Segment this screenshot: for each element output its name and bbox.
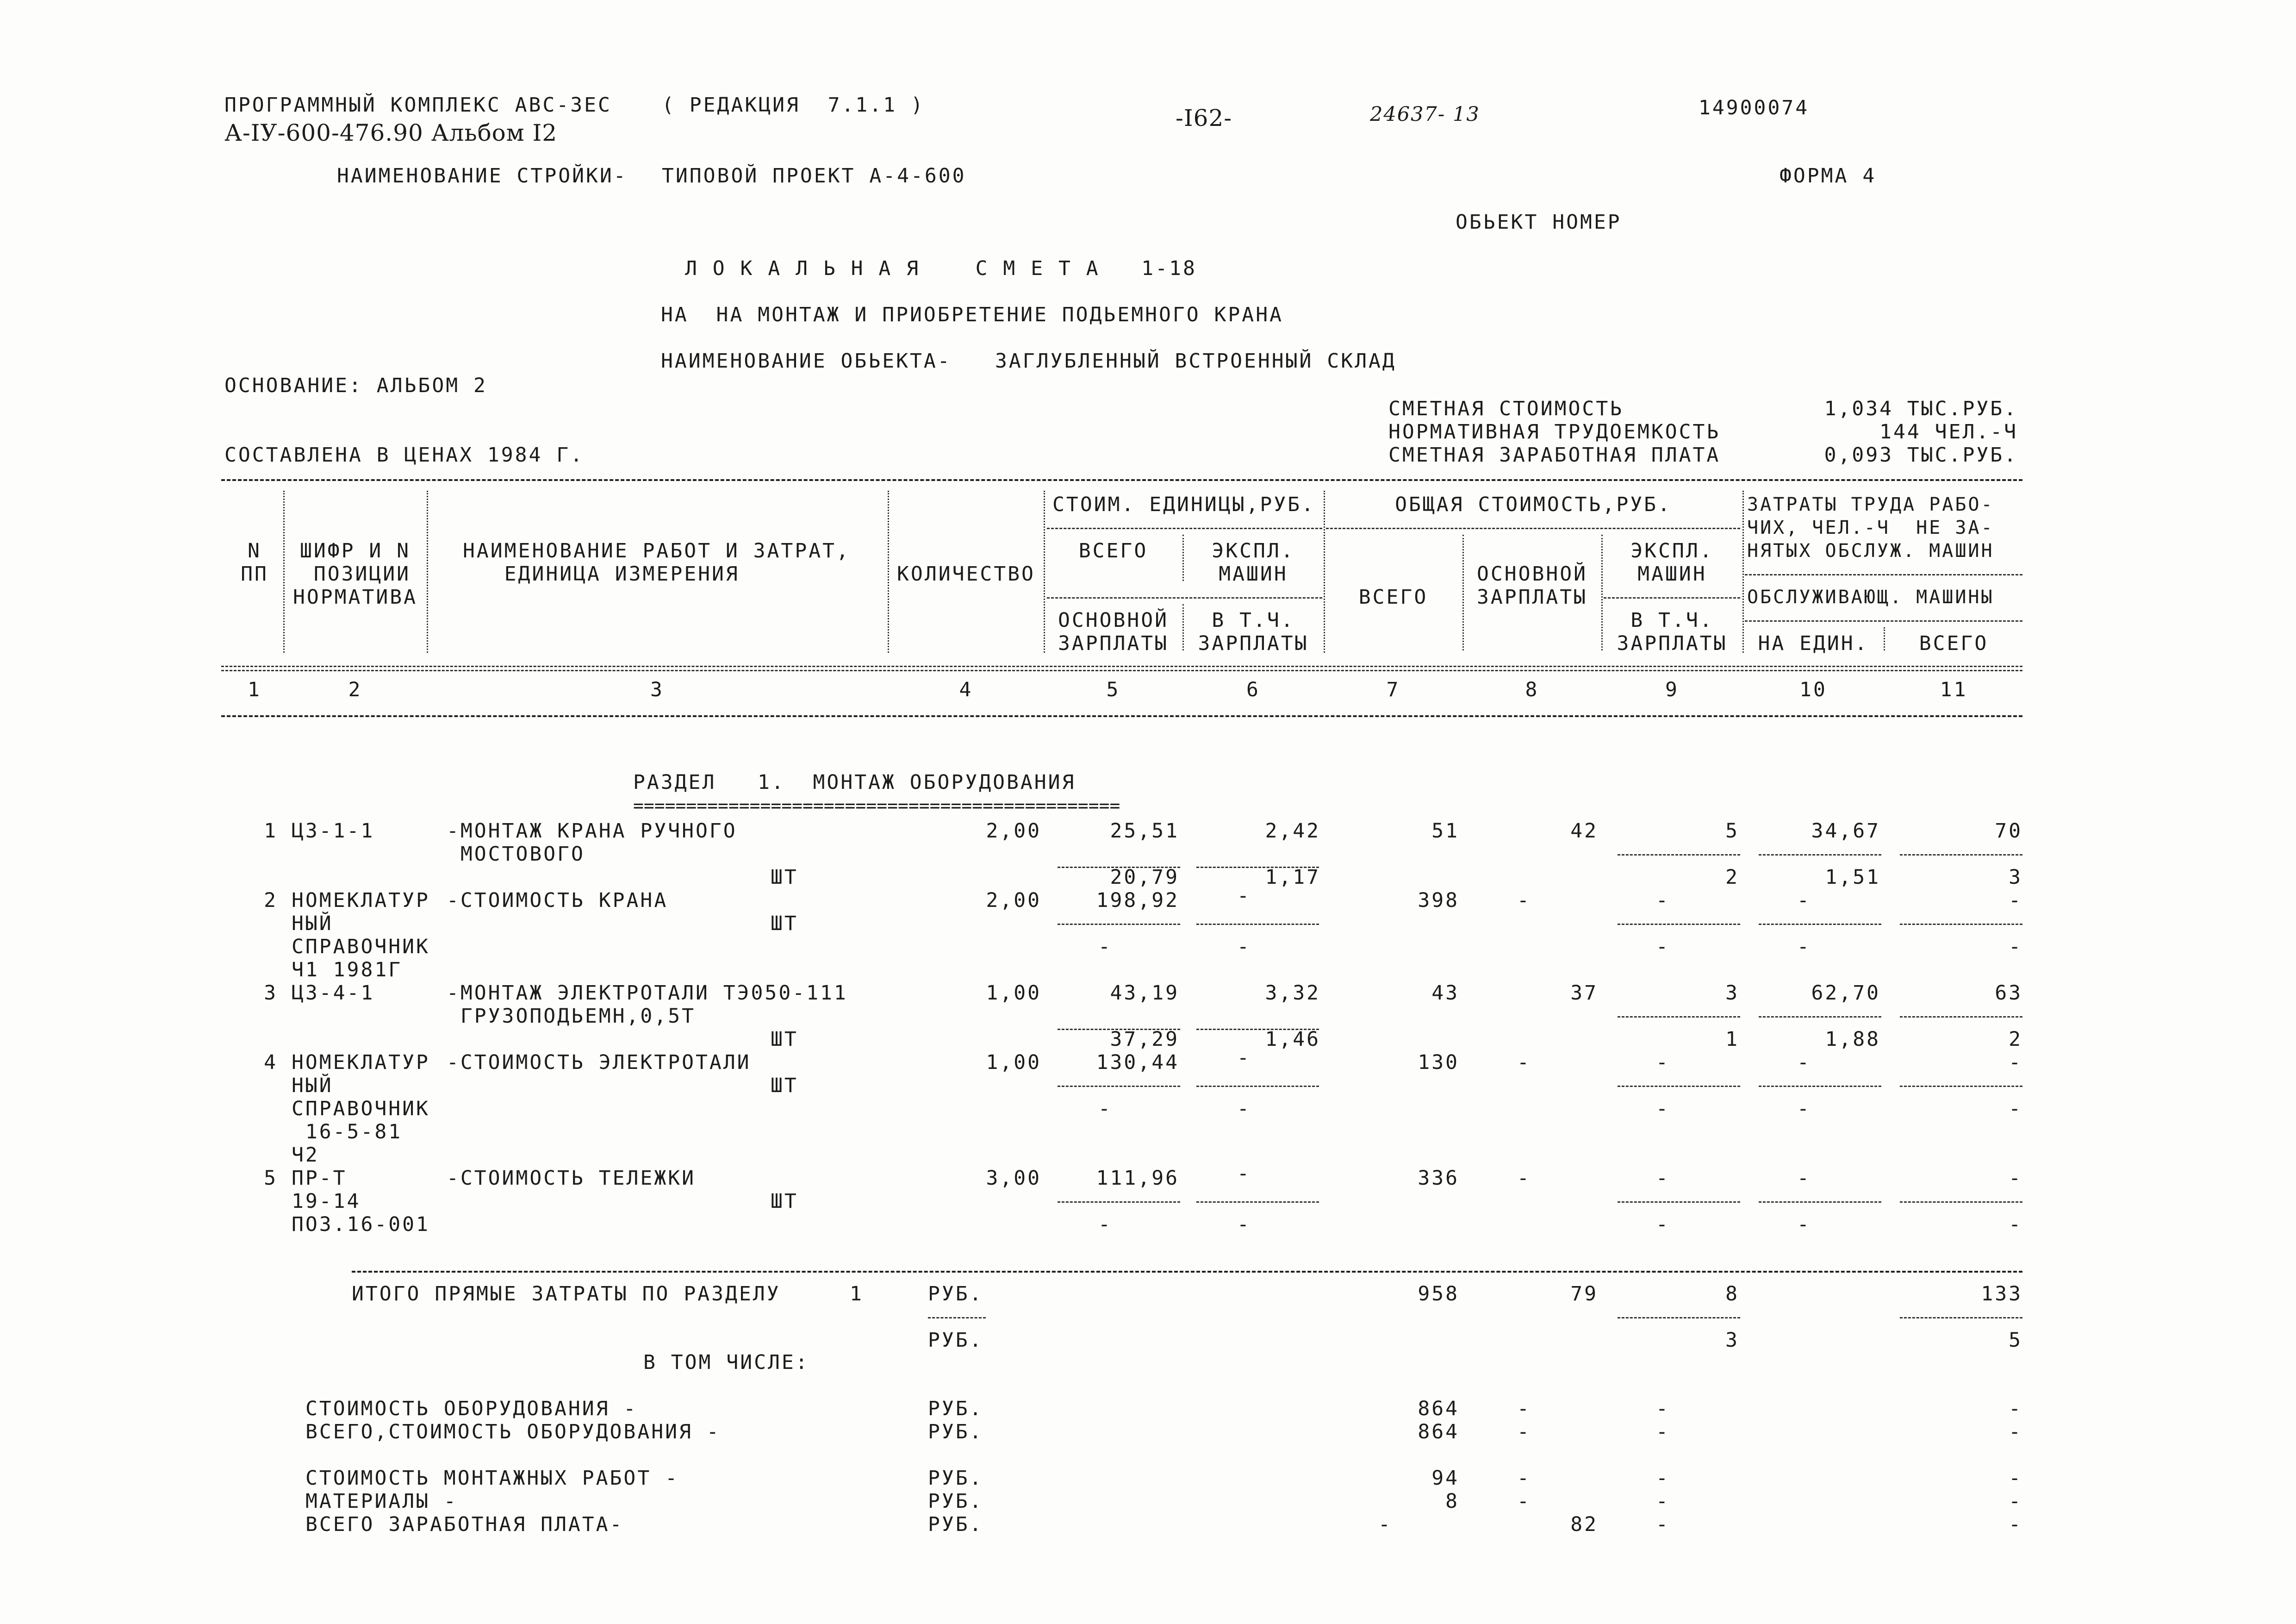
row-c10: -	[1797, 1167, 1811, 1190]
row-c6: -	[1237, 1162, 1251, 1185]
row-qty: 3,00	[986, 1167, 1041, 1190]
row-unit: ШТ	[771, 866, 798, 889]
breakdown-c11: -	[2009, 1513, 2022, 1536]
breakdown-c8: -	[1517, 1420, 1531, 1443]
row-c6: -	[1237, 1046, 1251, 1069]
sub-rule	[1058, 1201, 1180, 1203]
breakdown-c7: -	[1378, 1513, 1392, 1536]
row-qty: 2,00	[986, 889, 1041, 912]
row-c5b: -	[1098, 1097, 1112, 1120]
totals-label: ИТОГО ПРЯМЫЕ ЗАТРАТЫ ПО РАЗДЕЛУ 1	[352, 1282, 864, 1305]
totals-c11: 133	[1981, 1282, 2022, 1305]
doc-title: Л О К А Л Ь Н А Я С М Е Т А 1-18	[685, 257, 1197, 280]
row-number: 5	[264, 1167, 278, 1190]
row-c9: -	[1656, 1167, 1670, 1190]
sub-rule	[1618, 1201, 1740, 1203]
row-c10b: 1,51	[1825, 866, 1880, 889]
col-head-9a: ЭКСПЛ. МАШИН	[1630, 539, 1714, 586]
sub-rule	[1058, 867, 1180, 868]
summary-value-1: 1,034 ТЫС.РУБ.	[1824, 397, 2018, 420]
col-divider-9	[1742, 491, 1744, 653]
basis: ОСНОВАНИЕ: АЛЬБОМ 2	[224, 374, 487, 397]
row-name: -СТОИМОСТЬ ТЕЛЕЖКИ	[447, 1167, 696, 1190]
breakdown-c9: -	[1656, 1490, 1670, 1513]
row-unit: ШТ	[771, 1190, 798, 1213]
breakdown-unit: РУБ.	[928, 1397, 983, 1420]
row-qty: 1,00	[986, 981, 1041, 1005]
col-number: 11	[1940, 678, 1968, 701]
breakdown-unit: РУБ.	[928, 1490, 983, 1513]
row-c8: -	[1517, 1051, 1531, 1074]
row-c6b: -	[1237, 1097, 1251, 1120]
row-c6b: -	[1237, 935, 1251, 958]
breakdown-c7: 94	[1431, 1467, 1459, 1490]
sub-rule	[1900, 924, 2022, 925]
breakdown-label: СТОИМОСТЬ МОНТАЖНЫХ РАБОТ -	[305, 1467, 679, 1490]
row-number: 2	[264, 889, 278, 912]
row-c10b: -	[1797, 1213, 1811, 1236]
col-head-8: ОСНОВНОЙ ЗАРПЛАТЫ	[1476, 562, 1588, 609]
handwritten-note: 24637- 13	[1370, 103, 1480, 126]
row-c11: -	[2009, 889, 2022, 912]
row-c9b: -	[1656, 1213, 1670, 1236]
col-number: 9	[1665, 678, 1679, 701]
row-c6b: 1,17	[1265, 866, 1320, 889]
row-c9b: 2	[1725, 866, 1739, 889]
section-underline: ==============================================	[633, 795, 1120, 816]
row-c10: -	[1797, 1051, 1811, 1074]
row-c9b: -	[1656, 1097, 1670, 1120]
col-number: 3	[650, 678, 664, 701]
col-number: 1	[248, 678, 261, 701]
totals-c11b: 5	[2009, 1329, 2022, 1352]
row-c11: -	[2009, 1167, 2022, 1190]
row-c9: 3	[1725, 981, 1739, 1005]
row-unit: ШТ	[771, 1028, 798, 1051]
row-c9b: -	[1656, 935, 1670, 958]
summary-label-1: СМЕТНАЯ СТОИМОСТЬ	[1388, 397, 1624, 420]
row-c9: 5	[1725, 819, 1739, 843]
breakdown-c11: -	[2009, 1397, 2022, 1420]
row-c11b: 3	[2009, 866, 2022, 889]
col-number: 6	[1246, 678, 1260, 701]
col-head-1: N ПП	[241, 539, 268, 586]
sub-rule	[1058, 1029, 1180, 1030]
breakdown-c9: -	[1656, 1420, 1670, 1443]
unit-cost-rule	[1047, 528, 1322, 529]
row-c5b: 37,29	[1110, 1028, 1179, 1051]
page-number: -I62-	[1176, 105, 1232, 131]
row-c5: 43,19	[1110, 981, 1179, 1005]
row-code: ПР-Т 19-14 ПОЗ.16-001	[292, 1167, 430, 1236]
col-head-2: ШИФР И N ПОЗИЦИИ НОРМАТИВА	[293, 539, 417, 609]
sub-rule	[1900, 1317, 2022, 1318]
row-c5: 198,92	[1096, 889, 1179, 912]
breakdown-label: МАТЕРИАЛЫ -	[305, 1490, 458, 1513]
col-number: 7	[1386, 678, 1400, 701]
totals-unit: РУБ.	[928, 1282, 983, 1305]
breakdown-c11: -	[2009, 1467, 2022, 1490]
sub-rule	[1196, 1086, 1319, 1087]
sub-rule	[1618, 854, 1740, 856]
row-c11: 63	[1995, 981, 2022, 1005]
edition: ( РЕДАКЦИЯ 7.1.1 )	[662, 94, 925, 117]
row-c10b: 1,88	[1825, 1028, 1880, 1051]
price-basis: СОСТАВЛЕНА В ЦЕНАХ 1984 Г.	[224, 443, 585, 467]
labor-head-2: ОБСЛУЖИВАЮЩ. МАШИНЫ	[1747, 587, 1994, 608]
row-c11: 70	[1995, 819, 2022, 843]
form-label: ФОРМА 4	[1780, 164, 1877, 187]
breakdown-c7: 864	[1418, 1397, 1459, 1420]
construction-name: ТИПОВОЙ ПРОЕКТ А-4-600	[662, 164, 966, 187]
total-cost-rule	[1326, 528, 1740, 529]
row-c6: 3,32	[1265, 981, 1320, 1005]
row-c8: 37	[1570, 981, 1598, 1005]
row-unit: ШТ	[771, 1074, 798, 1097]
col-number: 5	[1106, 678, 1120, 701]
section-title: РАЗДЕЛ 1. МОНТАЖ ОБОРУДОВАНИЯ	[633, 771, 1076, 794]
sub-rule	[1759, 924, 1881, 925]
row-c11b: -	[2009, 935, 2022, 958]
row-c7: 398	[1418, 889, 1459, 912]
table-top-rule	[221, 479, 2022, 481]
row-unit: ШТ	[771, 912, 798, 935]
row-c5: 111,96	[1096, 1167, 1179, 1190]
breakdown-c9: -	[1656, 1513, 1670, 1536]
object-number-label: ОБЬЕКТ НОМЕР	[1456, 211, 1622, 234]
row-name: -МОНТАЖ КРАНА РУЧНОГО МОСТОВОГО	[447, 819, 737, 866]
breakdown-unit: РУБ.	[928, 1420, 983, 1443]
object-label: НАИМЕНОВАНИЕ ОБЬЕКТА-	[661, 350, 952, 373]
row-c7: 336	[1418, 1167, 1459, 1190]
labor-head: ЗАТРАТЫ ТРУДА РАБО- ЧИХ, ЧЕЛ.-Ч НЕ ЗА- НЯТЫХ ОБСЛУЖ. МАШИН	[1747, 494, 1994, 562]
totals-c9: 8	[1725, 1282, 1739, 1305]
row-qty: 2,00	[986, 819, 1041, 843]
totals-c9b: 3	[1725, 1329, 1739, 1352]
col-number: 10	[1799, 678, 1827, 701]
labor-rule	[1745, 574, 2022, 575]
row-c6b: 1,46	[1265, 1028, 1320, 1051]
sub-rule	[1196, 1029, 1319, 1030]
row-c5b: -	[1098, 1213, 1112, 1236]
col-head-5b: ОСНОВНОЙ ЗАРПЛАТЫ	[1058, 609, 1169, 655]
summary-value-3: 0,093 ТЫС.РУБ.	[1824, 443, 2018, 467]
sub-rule	[1618, 1086, 1740, 1087]
breakdown-c8: -	[1517, 1490, 1531, 1513]
breakdown-c9: -	[1656, 1397, 1670, 1420]
row-c10b: -	[1797, 1097, 1811, 1120]
sub-rule	[1196, 867, 1319, 868]
col-head-3: НАИМЕНОВАНИЕ РАБОТ И ЗАТРАТ, ЕДИНИЦА ИЗМЕРЕНИЯ	[463, 539, 850, 586]
sub-rule	[1196, 924, 1319, 925]
row-code: Ц3-4-1	[292, 981, 375, 1005]
breakdown-c7: 8	[1445, 1490, 1459, 1513]
breakdown-c8: -	[1517, 1397, 1531, 1420]
sub-rule	[1900, 1016, 2022, 1018]
row-c11b: -	[2009, 1097, 2022, 1120]
including-label: В ТОМ ЧИСЛЕ:	[643, 1351, 809, 1374]
row-name: -СТОИМОСТЬ ЭЛЕКТРОТАЛИ	[447, 1051, 751, 1074]
program-name: ПРОГРАММНЫЙ КОМПЛЕКС АВС-3ЕС	[224, 94, 612, 117]
table-header-rule	[221, 666, 2022, 671]
row-code: НОМЕКЛАТУР НЫЙ СПРАВОЧНИК 16-5-81 Ч2	[292, 1051, 430, 1167]
row-c11b: 2	[2009, 1028, 2022, 1051]
row-c8: -	[1517, 889, 1531, 912]
col-head-10: НА ЕДИН.	[1758, 632, 1869, 655]
col-head-6a: ЭКСПЛ. МАШИН	[1212, 539, 1295, 586]
sub-rule	[1900, 854, 2022, 856]
row-c10: 34,67	[1811, 819, 1880, 843]
row-qty: 1,00	[986, 1051, 1041, 1074]
col-number: 2	[348, 678, 362, 701]
column-number-rule	[221, 715, 2022, 717]
row-c7: 130	[1418, 1051, 1459, 1074]
unit-cost-head: СТОИМ. ЕДИНИЦЫ,РУБ.	[1052, 493, 1315, 516]
unit-cost-rule-2	[1047, 597, 1322, 599]
totals-unit-2: РУБ.	[928, 1329, 983, 1352]
sub-rule	[1759, 1016, 1881, 1018]
sub-rule	[1618, 1317, 1740, 1318]
breakdown-label: ВСЕГО,СТОИМОСТЬ ОБОРУДОВАНИЯ -	[305, 1420, 721, 1443]
col-head-9b: В Т.Ч. ЗАРПЛАТЫ	[1617, 609, 1728, 655]
breakdown-unit: РУБ.	[928, 1467, 983, 1490]
row-c10: -	[1797, 889, 1811, 912]
row-c11b: -	[2009, 1213, 2022, 1236]
sub-rule	[1900, 1201, 2022, 1203]
row-c6: 2,42	[1265, 819, 1320, 843]
machine-rule	[1604, 597, 1740, 599]
row-c9b: 1	[1725, 1028, 1739, 1051]
sub-rule	[1759, 1201, 1881, 1203]
row-name: -СТОИМОСТЬ КРАНА	[447, 889, 668, 912]
totals-rule	[352, 1271, 2022, 1273]
sub-rule	[1759, 854, 1881, 856]
construction-label: НАИМЕНОВАНИЕ СТРОЙКИ-	[337, 164, 628, 187]
sub-rule	[1618, 1016, 1740, 1018]
row-c6b: -	[1237, 1213, 1251, 1236]
sub-rule	[1058, 1086, 1180, 1087]
breakdown-c8: 82	[1570, 1513, 1598, 1536]
object-name: ЗАГЛУБЛЕННЫЙ ВСТРОЕННЫЙ СКЛАД	[995, 350, 1396, 373]
row-c5b: -	[1098, 935, 1112, 958]
row-code: Ц3-1-1	[292, 819, 375, 843]
breakdown-c7: 864	[1418, 1420, 1459, 1443]
summary-label-2: НОРМАТИВНАЯ ТРУДОЕМКОСТЬ	[1388, 420, 1721, 443]
labor-rule-2	[1745, 620, 2022, 622]
row-c11: -	[2009, 1051, 2022, 1074]
col-number: 8	[1525, 678, 1539, 701]
col-divider-2	[427, 491, 428, 653]
row-number: 4	[264, 1051, 278, 1074]
breakdown-label: СТОИМОСТЬ ОБОРУДОВАНИЯ -	[305, 1397, 638, 1420]
total-cost-head: ОБЩАЯ СТОИМОСТЬ,РУБ.	[1395, 493, 1672, 516]
col-head-4: КОЛИЧЕСТВО	[897, 562, 1035, 586]
sub-rule	[1058, 924, 1180, 925]
breakdown-c9: -	[1656, 1467, 1670, 1490]
album-reference: А-IУ-600-476.90 Альбом I2	[224, 119, 558, 146]
sub-rule	[1196, 1201, 1319, 1203]
totals-c7: 958	[1418, 1282, 1459, 1305]
document-code: 14900074	[1699, 96, 1810, 119]
row-c7: 43	[1431, 981, 1459, 1005]
sub-rule	[1618, 924, 1740, 925]
breakdown-label: ВСЕГО ЗАРАБОТНАЯ ПЛАТА-	[305, 1513, 624, 1536]
row-code: НОМЕКЛАТУР НЫЙ СПРАВОЧНИК Ч1 1981Г	[292, 889, 430, 981]
row-c5: 25,51	[1110, 819, 1179, 843]
col-head-6b: В Т.Ч. ЗАРПЛАТЫ	[1198, 609, 1309, 655]
row-c8: -	[1517, 1167, 1531, 1190]
row-c9: -	[1656, 1051, 1670, 1074]
totals-c8: 79	[1570, 1282, 1598, 1305]
breakdown-unit: РУБ.	[928, 1513, 983, 1536]
row-c9: -	[1656, 889, 1670, 912]
breakdown-c8: -	[1517, 1467, 1531, 1490]
breakdown-c11: -	[2009, 1490, 2022, 1513]
row-c10b: -	[1797, 935, 1811, 958]
sub-rule	[928, 1317, 986, 1318]
row-c8: 42	[1570, 819, 1598, 843]
col-head-5a: ВСЕГО	[1078, 539, 1148, 562]
col-head-11: ВСЕГО	[1919, 632, 1989, 655]
col-head-7: ВСЕГО	[1358, 586, 1428, 609]
breakdown-c11: -	[2009, 1420, 2022, 1443]
doc-purpose: НА НА МОНТАЖ И ПРИОБРЕТЕНИЕ ПОДЬЕМНОГО КРАНА	[661, 303, 1283, 326]
sub-rule	[1900, 1086, 2022, 1087]
row-name: -МОНТАЖ ЭЛЕКТРОТАЛИ ТЭ050-111 ГРУЗОПОДЬЕМН,0,5Т	[447, 981, 848, 1028]
row-number: 3	[264, 981, 278, 1005]
row-number: 1	[264, 819, 278, 843]
row-c5: 130,44	[1096, 1051, 1179, 1074]
summary-value-2: 144 ЧЕЛ.-Ч	[1879, 420, 2018, 443]
row-c7: 51	[1431, 819, 1459, 843]
sub-rule	[1759, 1086, 1881, 1087]
row-c6: -	[1237, 884, 1251, 907]
row-c10: 62,70	[1811, 981, 1880, 1005]
row-c5b: 20,79	[1110, 866, 1179, 889]
col-number: 4	[959, 678, 973, 701]
summary-label-3: СМЕТНАЯ ЗАРАБОТНАЯ ПЛАТА	[1388, 443, 1721, 467]
